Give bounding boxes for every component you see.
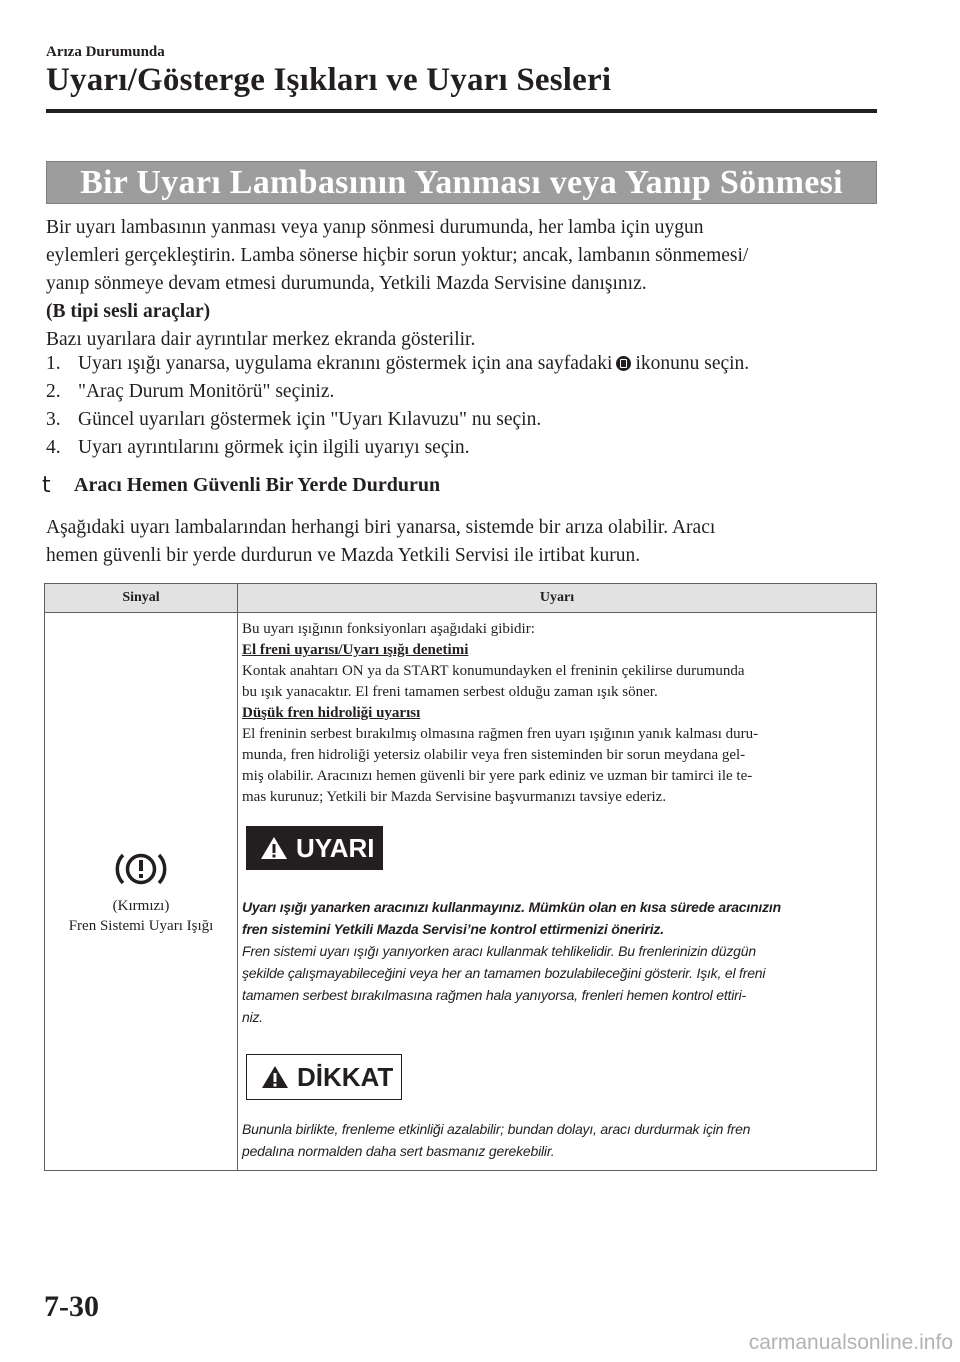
- step-text: Güncel uyarıları göstermek için "Uyarı Kılavuzu" nu seçin.: [78, 409, 542, 430]
- text-line: fren sistemini Yetkili Mazda Servisi’ne kontrol ettirmenizi öneririz.: [242, 921, 664, 937]
- warning-bold-text: [242, 896, 871, 940]
- vehicle-type-note: (B tipi sesli araçlar): [46, 301, 211, 322]
- subsection-paragraph: [46, 514, 876, 570]
- intro-line: yanıp sönmeye devam etmesi durumunda, Yetkili Mazda Servisine danışınız.: [46, 273, 647, 294]
- text-line: Kontak anahtarı ON ya da START konumundayken el freninin çekilirse durumunda: [242, 663, 745, 679]
- signal-cell: [45, 613, 238, 1171]
- signal-column-header: Sinyal: [45, 584, 238, 613]
- banner-title: Bir Uyarı Lambasının Yanması veya Yanıp Sönmesi: [80, 163, 843, 201]
- warning-cell: [238, 613, 877, 1171]
- subsection-heading: Aracı Hemen Güvenli Bir Yerde Durdurun: [74, 474, 441, 496]
- table-row: [45, 613, 877, 1171]
- step-number: 3.: [46, 409, 61, 430]
- step-number: 2.: [46, 381, 61, 402]
- caution-label: [246, 1054, 402, 1100]
- steps-list: [46, 350, 876, 462]
- text-line: pedalına normalden daha sert basmanız gerekebilir.: [242, 1143, 555, 1159]
- parking-brake-heading: El freni uyarısı/Uyarı ışığı denetimi: [242, 642, 469, 658]
- text-line: Bununla birlikte, frenleme etkinliği azalabilir; bundan dolayı, aracı durdurmak için fren: [242, 1121, 751, 1137]
- intro-line: eylemleri gerçekleştirin. Lamba sönerse hiçbir sorun yoktur; ancak, lambanın sönmemesi/: [46, 245, 749, 266]
- caution-text: [242, 1118, 871, 1162]
- paragraph-line: hemen güvenli bir yerde durdurun ve Mazda Yetkili Servisi ile irtibat kurun.: [46, 545, 641, 566]
- text-line: El freninin serbest bırakılmış olmasına rağmen fren uyarı ışığının yanık kalması duru-: [242, 726, 759, 742]
- list-item: [46, 350, 876, 378]
- text-line: şekilde çalışmayabileceğini veya her an tamamen bozulabileceğini gösterir. Işık, el freni: [242, 965, 766, 981]
- warning-text: [242, 940, 871, 1028]
- list-item: [46, 406, 876, 434]
- step-text: "Araç Durum Monitörü" seçiniz.: [78, 381, 335, 402]
- caution-triangle-icon: [261, 1064, 289, 1090]
- list-item: [46, 434, 876, 462]
- warning-triangle-icon: [260, 835, 288, 861]
- text-line: mas kurunuz; Yetkili bir Mazda Servisine başvurmanızı tavsiye ederiz.: [242, 789, 667, 805]
- paragraph-line: Aşağıdaki uyarı lambalarından herhangi biri yanarsa, sistemde bir arıza olabilir. Aracı: [46, 517, 716, 538]
- intro-line: Bir uyarı lambasının yanması veya yanıp sönmesi durumunda, her lamba için uygun: [46, 217, 704, 238]
- step-text-before: Uyarı ışığı yanarsa, uygulama ekranını göstermek için ana sayfadaki: [78, 353, 613, 374]
- text-line: Fren sistemi uyarı ışığı yanıyorken aracı kullanmak tehlikelidir. Bu frenlerinizin düzgün: [242, 943, 756, 959]
- step-text: [78, 350, 749, 378]
- warning-light-table: [44, 583, 877, 1171]
- step-number: 4.: [46, 437, 61, 458]
- text-line: tamamen serbest bırakılmasına rağmen hala yanıyorsa, frenleri hemen kontrol ettiri-: [242, 987, 746, 1003]
- table-header-row: [45, 584, 877, 613]
- list-item: [46, 378, 876, 406]
- intro-paragraph: [46, 214, 876, 354]
- page-number: 7-30: [44, 1290, 99, 1323]
- text-line: munda, fren hidroliği yetersiz olabilir veya fren sisteminden bir sorun meydana gel-: [242, 747, 746, 763]
- intro-line: Bazı uyarılara dair ayrıntılar merkez ekranda gösterilir.: [46, 329, 476, 350]
- text-line: Uyarı ışığı yanarken aracınızı kullanmayınız. Mümkün olan en kısa sürede aracınızın: [242, 899, 781, 915]
- signal-name: Fren Sistemi Uyarı Işığı: [68, 917, 214, 934]
- step-text: Uyarı ayrıntılarını görmek için ilgili uyarıyı seçin.: [78, 437, 470, 458]
- section-label: Arıza Durumunda: [46, 44, 165, 60]
- subsection-marker: t: [42, 473, 51, 498]
- caution-label-text: DİKKAT: [297, 1061, 394, 1092]
- brake-warning-icon: [113, 848, 169, 890]
- step-text-after: ikonunu seçin.: [635, 353, 750, 374]
- title-rule: [46, 109, 877, 113]
- text-line: miş olabilir. Aracınızı hemen güvenli bir yere park ediniz ve uzman bir tamirci ile te-: [242, 768, 753, 784]
- page-title: Uyarı/Gösterge Işıkları ve Uyarı Sesleri: [46, 62, 612, 98]
- section-banner: [46, 161, 877, 204]
- low-fluid-heading: Düşük fren hidroliği uyarısı: [242, 705, 421, 721]
- warning-label: [246, 826, 383, 870]
- warning-column-header: Uyarı: [238, 584, 877, 613]
- watermark: carmanualsonline.info: [748, 1331, 953, 1354]
- text-line: bu ışık yanacaktır. El freni tamamen serbest olduğu zaman ışık söner.: [242, 684, 658, 700]
- info-app-icon: [616, 356, 631, 371]
- signal-color-label: (Kırmızı): [112, 897, 170, 914]
- step-number: 1.: [46, 353, 61, 374]
- warning-label-text: UYARI: [296, 832, 375, 863]
- text-line: niz.: [242, 1009, 263, 1025]
- warning-intro: Bu uyarı ışığının fonksiyonları aşağıdaki gibidir:: [242, 621, 535, 637]
